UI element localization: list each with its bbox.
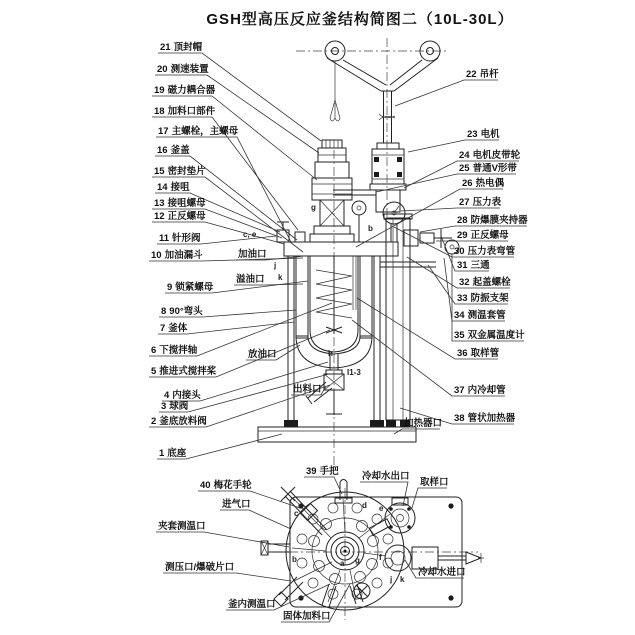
label-29: 29 正反螺母 xyxy=(457,230,509,241)
label-9: 9 锁紧螺母 xyxy=(167,282,214,293)
label-24: 24 电机皮带轮 xyxy=(459,150,521,161)
solid-feed-port-label: 固体加料口 xyxy=(283,611,331,622)
label-21: 21 顶封帽 xyxy=(160,42,203,53)
marker-b: b xyxy=(368,224,373,233)
page-title: GSH型高压反应釜结构简图二（10L-30L） xyxy=(206,11,514,28)
marker-g2: g xyxy=(355,556,360,565)
side-view xyxy=(258,38,459,465)
marker-f: f xyxy=(379,553,382,562)
base xyxy=(258,427,416,442)
label-18: 18 加料口部件 xyxy=(154,106,216,117)
motor-pulley xyxy=(376,190,400,212)
marker-a: a xyxy=(340,559,345,568)
label-1: 1 底座 xyxy=(159,448,187,459)
pressure-rupture-port-label: 测压口/爆破片口 xyxy=(165,562,235,573)
cooling-water-inlet-label: 冷却水进口 xyxy=(418,567,466,578)
label-11: 11 针形阀 xyxy=(159,233,201,244)
label-38: 38 管状加热器 xyxy=(454,413,516,424)
label-5: 5 推进式搅拌桨 xyxy=(151,366,217,377)
marker-g: g xyxy=(311,203,316,212)
marker-j2: j xyxy=(390,575,393,584)
label-36: 36 取样管 xyxy=(457,348,500,359)
marker-valve-id: I1-3 xyxy=(347,368,361,377)
gas-inlet-label: 进气口 xyxy=(222,499,251,510)
label-16: 16 釜盖 xyxy=(157,145,190,156)
oil-drain-port-label: 放油口 xyxy=(248,349,277,360)
tee-fitting xyxy=(434,229,452,248)
label-27: 27 压力表 xyxy=(459,197,502,208)
pressure-tap-nozzle xyxy=(274,577,303,606)
lifting-yoke xyxy=(325,41,440,143)
label-40: 40 梅花手轮 xyxy=(200,480,252,491)
label-31: 31 三通 xyxy=(457,260,490,271)
marker-c2: c xyxy=(294,509,299,518)
label-17: 17 主螺栓，主螺母 xyxy=(158,126,239,137)
marker-b2: b xyxy=(292,555,297,564)
label-26: 26 热电偶 xyxy=(462,178,505,189)
label-15: 15 密封垫片 xyxy=(154,166,206,177)
label-4: 4 内接头 xyxy=(164,390,201,401)
label-10: 10 加油漏斗 xyxy=(151,250,203,261)
marker-ce: c, e xyxy=(243,230,257,239)
label-2: 2 釜底放料阀 xyxy=(151,416,207,427)
label-37: 37 内冷却管 xyxy=(454,385,506,396)
label-6: 6 下搅拌轴 xyxy=(151,345,198,356)
marker-h: h xyxy=(328,349,333,358)
label-22: 22 吊杆 xyxy=(466,69,499,80)
jacket-temp-port-label: 夹套测温口 xyxy=(158,521,206,532)
sampling-valve xyxy=(369,498,415,535)
circled-x-symbol xyxy=(354,583,370,599)
kettle-vessel xyxy=(296,256,372,368)
kettle-lid xyxy=(284,242,398,256)
port-labels xyxy=(234,248,442,434)
discharge-port-label: 出料口 xyxy=(293,384,322,395)
label-23: 23 电机 xyxy=(467,129,500,140)
label-3: 3 球阀 xyxy=(161,401,189,412)
right-labels xyxy=(352,68,528,424)
label-30: 30 压力表弯管 xyxy=(454,246,516,257)
cover-top-view xyxy=(261,480,484,621)
label-39: 39 手把 xyxy=(306,466,339,477)
handle xyxy=(335,480,352,504)
marker-k: k xyxy=(278,273,283,282)
cooling-water-outlet-label: 冷却水出口 xyxy=(362,471,410,482)
lid-needle-valve xyxy=(277,222,305,242)
label-33: 33 防振支架 xyxy=(457,293,509,304)
label-32: 32 起盖螺栓 xyxy=(459,277,511,288)
label-13: 13 接咀螺母 xyxy=(154,198,206,209)
label-14: 14 接咀 xyxy=(157,182,190,193)
label-12: 12 正反螺母 xyxy=(154,211,206,222)
sampling-port-label: 取样口 xyxy=(420,477,449,488)
heater-port-label: 加热器口 xyxy=(404,418,443,429)
label-28: 28 防爆膜夹持器 xyxy=(457,215,528,226)
magnetic-coupler xyxy=(310,140,354,242)
marker-j: j xyxy=(274,261,277,270)
label-7: 7 釜体 xyxy=(160,323,188,334)
stand-frame xyxy=(258,214,416,442)
label-20: 20 测速装置 xyxy=(157,64,209,75)
label-8: 8 90°弯头 xyxy=(161,306,203,317)
oil-fill-port-label: 加油口 xyxy=(238,249,267,260)
label-34: 34 测温套管 xyxy=(454,310,506,321)
label-35: 35 双金属温度计 xyxy=(454,330,525,341)
marker-k2: k xyxy=(400,575,405,584)
label-19: 19 磁力耦合器 xyxy=(154,85,216,96)
kettle-temp-port-label: 釜内测温口 xyxy=(228,599,276,610)
oil-overflow-port-label: 溢油口 xyxy=(236,274,265,285)
label-25: 25 普通V形带 xyxy=(459,163,517,174)
marker-d: d xyxy=(362,501,367,510)
marker-e2: e xyxy=(379,504,384,513)
